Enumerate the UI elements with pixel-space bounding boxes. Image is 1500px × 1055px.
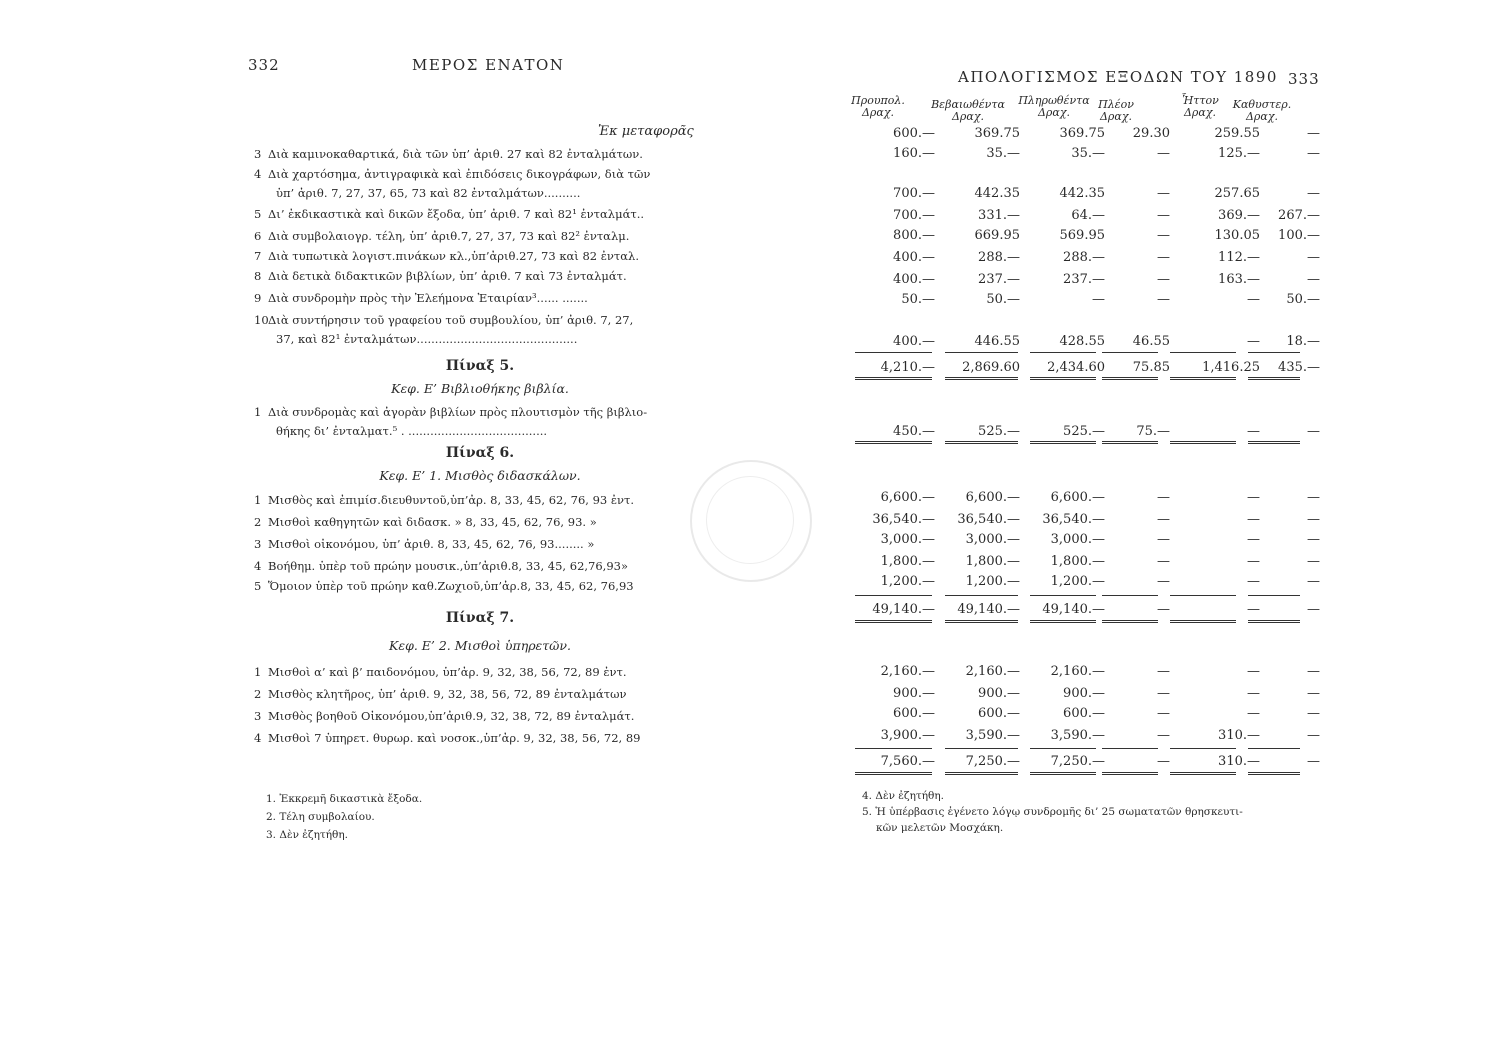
table-cell: —: [1157, 272, 1170, 287]
item-number: 1: [254, 665, 262, 679]
line-item: [254, 578, 699, 594]
table-cell: 1,200.—: [880, 574, 935, 589]
table-cell: 369.—: [1218, 208, 1260, 223]
table-cell: 600.—: [893, 126, 935, 141]
total-double-rule: [945, 772, 1018, 778]
table7-chapter: Κεφ. Ε’ 2. Μισθοὶ ὑπηρετῶν.: [389, 638, 571, 653]
table-cell: —: [1307, 250, 1320, 265]
table-cell: 259.55: [1214, 126, 1260, 141]
total-double-rule: [1102, 377, 1158, 383]
item-text: Μισθοὶ α’ καὶ β’ παιδονόμου, ὑπ’ἀρ. 9, 32, 38, 56, 72, 89 ἐντ.: [268, 665, 627, 679]
table5-title: Πίναξ 5.: [445, 358, 515, 374]
table-cell: 49,140.—: [872, 602, 935, 617]
table-cell: 112.—: [1218, 250, 1260, 265]
table-cell: —: [1157, 186, 1170, 201]
subtotal-rule: [1030, 748, 1096, 749]
table-cell: 50.—: [986, 292, 1020, 307]
item-text: Μισθὸς βοηθοῦ Οἰκονόμου,ὑπ’ἀριθ.9, 32, 38, 72, 89 ἐνταλμάτ.: [268, 709, 635, 723]
subtotal-rule: [1030, 352, 1096, 353]
line-item: [254, 730, 699, 746]
footnote: 5. Ἡ ὑπέρβασις ἐγένετο λόγῳ συνδρομῆς δι’ 25 σωματατῶν θρησκευτι-: [862, 806, 1243, 818]
column-header: [1076, 99, 1156, 123]
table-cell: 46.55: [1132, 334, 1170, 349]
table-cell: 446.55: [974, 334, 1020, 349]
total-double-rule: [945, 377, 1018, 383]
line-item: [254, 228, 699, 244]
table-cell: —: [1307, 532, 1320, 547]
table-cell: 2,160.—: [880, 664, 935, 679]
item-number: 4: [254, 731, 262, 745]
table-cell: 442.35: [1059, 186, 1105, 201]
table-cell: —: [1307, 186, 1320, 201]
column-unit: Δραχ.: [1099, 110, 1132, 123]
table-cell: 1,200.—: [965, 574, 1020, 589]
item-number: 3: [254, 147, 262, 161]
table-cell: 3,590.—: [965, 728, 1020, 743]
column-title: Καθυστερ.: [1232, 98, 1292, 111]
total-double-rule: [1248, 377, 1300, 383]
table-cell: 1,800.—: [880, 554, 935, 569]
table5-chapter: Κεφ. Ε’ Βιβλιοθήκης βιβλία.: [391, 381, 569, 396]
table-cell: —: [1307, 126, 1320, 141]
table-cell: 49,140.—: [957, 602, 1020, 617]
item-text: Μισθοὶ καθηγητῶν καὶ διδασκ. » 8, 33, 45, 62, 76, 93. »: [268, 515, 597, 529]
column-header: [928, 99, 1008, 123]
line-item: [254, 514, 699, 530]
table-cell: —: [1247, 554, 1260, 569]
item-text: Μισθὸς καὶ ἐπιμίσ.διευθυντοῦ,ὑπ’ἀρ. 8, 33, 45, 62, 76, 93 ἐντ.: [268, 493, 635, 507]
item-number: 4: [254, 559, 262, 573]
item-number: 4: [254, 167, 262, 181]
table-cell: 700.—: [893, 208, 935, 223]
column-title: Προυπολ.: [851, 94, 905, 107]
line-item: [254, 492, 699, 508]
footnote: 1. Ἐκκρεμῆ δικαστικὰ ἔξοδα.: [266, 793, 423, 805]
subtotal-rule: [1170, 595, 1236, 596]
table-cell: —: [1247, 424, 1260, 439]
item-number: 3: [254, 709, 262, 723]
table-cell: —: [1157, 686, 1170, 701]
subtotal-rule: [1170, 352, 1236, 353]
page-number-right: 333: [1288, 70, 1320, 88]
item-text: θήκης δι’ ἐνταλματ.⁵ . ......................................: [276, 424, 548, 438]
table-cell: 100.—: [1278, 228, 1320, 243]
table-cell: 1,416.25: [1202, 360, 1260, 375]
total-double-rule: [945, 620, 1018, 626]
item-number: 6: [254, 229, 262, 243]
table-cell: —: [1307, 146, 1320, 161]
line-item: [276, 186, 580, 200]
table-cell: 267.—: [1278, 208, 1320, 223]
item-text: ὑπ’ ἀριθ. 7, 27, 37, 65, 73 καὶ 82 ἐνταλμάτων..........: [276, 186, 581, 200]
table-cell: 600.—: [893, 706, 935, 721]
item-text: Διὰ συντήρησιν τοῦ γραφείου τοῦ συμβουλίου, ὑπ’ ἀριθ. 7, 27,: [268, 313, 634, 327]
column-title: Βεβαιωθέντα: [931, 98, 1005, 111]
line-item: [254, 146, 699, 162]
footnote: κῶν μελετῶν Μοσχάκη.: [876, 822, 1004, 834]
footnote: 2. Τέλη συμβολαίου.: [266, 811, 375, 823]
table-cell: 400.—: [893, 250, 935, 265]
subtotal-rule: [1170, 748, 1236, 749]
total-double-rule: [855, 772, 932, 778]
table-cell: 7,250.—: [1050, 754, 1105, 769]
total-double-rule: [1248, 441, 1300, 447]
item-text: 37, καὶ 82¹ ἐνταλμάτων............................................: [276, 332, 578, 346]
column-unit: Δραχ.: [1183, 106, 1216, 119]
table-cell: 900.—: [1063, 686, 1105, 701]
table-cell: —: [1247, 706, 1260, 721]
table-cell: 900.—: [978, 686, 1020, 701]
column-unit: Δραχ.: [861, 106, 894, 119]
table-cell: 288.—: [978, 250, 1020, 265]
carry-forward: Ἐκ μεταφορᾶς: [598, 124, 694, 139]
table-cell: 525.—: [978, 424, 1020, 439]
table-cell: 7,250.—: [965, 754, 1020, 769]
table-cell: —: [1092, 292, 1105, 307]
column-unit: Δραχ.: [1245, 110, 1278, 123]
table-cell: 288.—: [1063, 250, 1105, 265]
table-cell: —: [1157, 706, 1170, 721]
line-item: [254, 290, 699, 306]
total-double-rule: [1102, 772, 1158, 778]
total-double-rule: [855, 441, 932, 447]
running-head-right: ΑΠΟΛΟΓΙΣΜΟΣ ΕΞΟΔΩΝ ΤΟΥ 1890: [958, 68, 1278, 86]
subtotal-rule: [1102, 595, 1158, 596]
line-item: [254, 166, 699, 182]
total-double-rule: [1170, 772, 1236, 778]
table-cell: 310.—: [1218, 754, 1260, 769]
item-number: 2: [254, 687, 262, 701]
footnote: 4. Δὲν ἐζητήθη.: [862, 790, 944, 802]
table6-chapter: Κεφ. Ε’ 1. Μισθὸς διδασκάλων.: [379, 468, 581, 483]
table-cell: —: [1157, 292, 1170, 307]
table-cell: —: [1157, 664, 1170, 679]
table-cell: 310.—: [1218, 728, 1260, 743]
table-cell: —: [1157, 208, 1170, 223]
item-text: Διὰ συμβολαιογρ. τέλη, ὑπ’ ἀριθ.7, 27, 37, 73 καὶ 82² ἐνταλμ.: [268, 229, 630, 243]
table-cell: 442.35: [974, 186, 1020, 201]
table-cell: —: [1307, 424, 1320, 439]
item-number: 1: [254, 405, 262, 419]
table-cell: —: [1307, 272, 1320, 287]
total-double-rule: [1030, 772, 1096, 778]
table-cell: —: [1307, 664, 1320, 679]
table-cell: —: [1157, 250, 1170, 265]
line-item: [254, 312, 699, 328]
table-cell: 3,900.—: [880, 728, 935, 743]
table-cell: 369.75: [1059, 126, 1105, 141]
table7-title: Πίναξ 7.: [445, 610, 515, 626]
table-cell: 3,000.—: [880, 532, 935, 547]
table-cell: 435.—: [1278, 360, 1320, 375]
table-cell: —: [1247, 512, 1260, 527]
column-header: [838, 95, 918, 119]
table-cell: —: [1157, 554, 1170, 569]
table-cell: 75.85: [1132, 360, 1170, 375]
table-cell: —: [1307, 554, 1320, 569]
table-cell: —: [1307, 686, 1320, 701]
subtotal-rule: [1102, 352, 1158, 353]
column-unit: Δραχ.: [951, 110, 984, 123]
item-number: 7: [254, 249, 262, 263]
table-cell: 800.—: [893, 228, 935, 243]
table-cell: —: [1307, 490, 1320, 505]
table-cell: 669.95: [974, 228, 1020, 243]
item-number: 5: [254, 579, 262, 593]
item-text: Μισθοὶ 7 ὑπηρετ. θυρωρ. καὶ νοσοκ.,ὑπ’ἀρ. 9, 32, 38, 56, 72, 89: [268, 731, 641, 745]
subtotal-rule: [855, 595, 932, 596]
line-item: [254, 404, 699, 420]
table-cell: —: [1247, 532, 1260, 547]
table-cell: —: [1307, 706, 1320, 721]
subtotal-rule: [1102, 748, 1158, 749]
item-number: 2: [254, 515, 262, 529]
table-cell: 900.—: [893, 686, 935, 701]
table-cell: —: [1247, 574, 1260, 589]
table-cell: 237.—: [978, 272, 1020, 287]
table-cell: 369.75: [974, 126, 1020, 141]
table-cell: 700.—: [893, 186, 935, 201]
table-cell: 2,160.—: [965, 664, 1020, 679]
table-cell: 3,000.—: [965, 532, 1020, 547]
total-double-rule: [1170, 377, 1236, 383]
item-number: 8: [254, 269, 262, 283]
table-cell: 49,140.—: [1042, 602, 1105, 617]
subtotal-rule: [1248, 352, 1300, 353]
table-cell: 4,210.—: [880, 360, 935, 375]
table-cell: 1,800.—: [965, 554, 1020, 569]
table-cell: 3,590.—: [1050, 728, 1105, 743]
table-cell: 569.95: [1059, 228, 1105, 243]
line-item: [254, 248, 699, 264]
table-cell: 257.65: [1214, 186, 1260, 201]
line-item: [254, 268, 699, 284]
table-cell: 450.—: [893, 424, 935, 439]
item-text: Ὅμοιον ὑπὲρ τοῦ πρώην καθ.Ζωχιοῦ,ὑπ’ἀρ.8, 33, 45, 62, 76,93: [268, 579, 634, 593]
table-cell: 29.30: [1132, 126, 1170, 141]
table-cell: 2,869.60: [962, 360, 1020, 375]
table-cell: 36,540.—: [872, 512, 935, 527]
table-cell: —: [1247, 334, 1260, 349]
column-header: [1222, 99, 1302, 123]
line-item: [254, 686, 699, 702]
total-double-rule: [1248, 772, 1300, 778]
table-cell: —: [1307, 512, 1320, 527]
subtotal-rule: [1248, 748, 1300, 749]
line-item: [254, 708, 699, 724]
item-text: Διὰ τυπωτικὰ λογιστ.πινάκων κλ.,ὑπ’ἀριθ.27, 73 καὶ 82 ἐνταλ.: [268, 249, 639, 263]
table-cell: 400.—: [893, 334, 935, 349]
subtotal-rule: [855, 352, 932, 353]
table-cell: —: [1307, 574, 1320, 589]
table-cell: —: [1307, 754, 1320, 769]
running-head-left: ΜΕΡΟΣ ΕΝΑΤΟΝ: [412, 56, 565, 74]
table-cell: —: [1157, 574, 1170, 589]
column-title: Ἧττον: [1181, 94, 1219, 107]
table-cell: 75.—: [1136, 424, 1170, 439]
total-double-rule: [1030, 377, 1096, 383]
table-cell: —: [1157, 602, 1170, 617]
table-cell: 428.55: [1059, 334, 1105, 349]
item-text: Διὰ καμινοκαθαρτικά, διὰ τῶν ὑπ’ ἀριθ. 27 καὶ 82 ἐνταλμάτων.: [268, 147, 643, 161]
table-cell: —: [1247, 686, 1260, 701]
table-cell: —: [1157, 146, 1170, 161]
page-number-left: 332: [248, 56, 280, 74]
table-cell: 35.—: [1071, 146, 1105, 161]
table-cell: 6,600.—: [965, 490, 1020, 505]
table-cell: 237.—: [1063, 272, 1105, 287]
table-cell: —: [1247, 664, 1260, 679]
item-text: Διὰ συνδρομὴν πρὸς τὴν Ἐλεήμονα Ἑταιρίαν³...... .......: [268, 291, 588, 305]
table6-title: Πίναξ 6.: [445, 445, 515, 461]
table-cell: 36,540.—: [1042, 512, 1105, 527]
item-text: Διὰ δετικὰ διδακτικῶν βιβλίων, ὑπ’ ἀριθ. 7 καὶ 73 ἐνταλμάτ.: [268, 269, 627, 283]
table-cell: 600.—: [978, 706, 1020, 721]
total-double-rule: [855, 377, 932, 383]
table-cell: 525.—: [1063, 424, 1105, 439]
subtotal-rule: [945, 748, 1018, 749]
footnote: 3. Δὲν ἐζητήθη.: [266, 829, 348, 841]
line-item: [276, 424, 547, 438]
table-cell: —: [1247, 292, 1260, 307]
total-double-rule: [1102, 620, 1158, 626]
subtotal-rule: [945, 352, 1018, 353]
table-cell: 1,800.—: [1050, 554, 1105, 569]
column-title: Πληρωθέντα: [1018, 94, 1090, 107]
column-unit: Δραχ.: [1037, 106, 1070, 119]
table-cell: 50.—: [1286, 292, 1320, 307]
item-text: Δι’ ἐκδικαστικὰ καὶ δικῶν ἔξοδα, ὑπ’ ἀριθ. 7 καὶ 82¹ ἐνταλμάτ..: [268, 207, 645, 221]
table-cell: —: [1157, 512, 1170, 527]
table-cell: 400.—: [893, 272, 935, 287]
item-text: Βοήθημ. ὑπὲρ τοῦ πρώην μουσικ.,ὑπ’ἀριθ.8, 33, 45, 62,76,93»: [268, 559, 628, 573]
table-cell: —: [1247, 490, 1260, 505]
table-cell: 163.—: [1218, 272, 1260, 287]
table-cell: 35.—: [986, 146, 1020, 161]
line-item: [254, 206, 699, 222]
item-number: 9: [254, 291, 262, 305]
line-item: [254, 536, 699, 552]
item-text: Διὰ χαρτόσημα, ἀντιγραφικὰ καὶ ἐπιδόσεις δικογράφων, διὰ τῶν: [268, 167, 651, 181]
table-cell: —: [1307, 602, 1320, 617]
table-cell: —: [1157, 728, 1170, 743]
table-cell: —: [1157, 228, 1170, 243]
table-cell: 2,434.60: [1047, 360, 1105, 375]
table-cell: —: [1247, 602, 1260, 617]
table-cell: 7,560.—: [880, 754, 935, 769]
table-cell: 331.—: [978, 208, 1020, 223]
table-cell: 160.—: [893, 146, 935, 161]
line-item: [254, 664, 699, 680]
item-number: 5: [254, 207, 262, 221]
item-text: Διὰ συνδρομὰς καὶ ἀγορὰν βιβλίων πρὸς πλουτισμὸν τῆς βιβλιο-: [268, 405, 648, 419]
total-double-rule: [1102, 441, 1158, 447]
item-number: 1: [254, 493, 262, 507]
library-stamp: [690, 460, 812, 582]
total-double-rule: [1248, 620, 1300, 626]
total-double-rule: [945, 441, 1018, 447]
item-text: Μισθοὶ οἰκονόμου, ὑπ’ ἀριθ. 8, 33, 45, 62, 76, 93........ »: [268, 537, 595, 551]
item-number: 3: [254, 537, 262, 551]
table-cell: 50.—: [901, 292, 935, 307]
total-double-rule: [855, 620, 932, 626]
table-cell: 36,540.—: [957, 512, 1020, 527]
column-title: Πλέον: [1098, 98, 1134, 111]
line-item: [276, 332, 577, 346]
table-cell: —: [1307, 728, 1320, 743]
subtotal-rule: [945, 595, 1018, 596]
table-cell: 6,600.—: [880, 490, 935, 505]
table-cell: 3,000.—: [1050, 532, 1105, 547]
subtotal-rule: [1248, 595, 1300, 596]
total-double-rule: [1030, 620, 1096, 626]
table-cell: 64.—: [1071, 208, 1105, 223]
total-double-rule: [1170, 441, 1236, 447]
table-cell: —: [1157, 532, 1170, 547]
table-cell: 125.—: [1218, 146, 1260, 161]
table-cell: 1,200.—: [1050, 574, 1105, 589]
item-number: 10: [254, 313, 269, 327]
table-cell: 6,600.—: [1050, 490, 1105, 505]
table-cell: —: [1157, 490, 1170, 505]
subtotal-rule: [855, 748, 932, 749]
table-cell: 18.—: [1286, 334, 1320, 349]
total-double-rule: [1030, 441, 1096, 447]
item-text: Μισθὸς κλητῆρος, ὑπ’ ἀριθ. 9, 32, 38, 56, 72, 89 ἐνταλμάτων: [268, 687, 627, 701]
table-cell: —: [1157, 754, 1170, 769]
table-cell: 130.05: [1214, 228, 1260, 243]
line-item: [254, 558, 699, 574]
table-cell: 600.—: [1063, 706, 1105, 721]
subtotal-rule: [1030, 595, 1096, 596]
total-double-rule: [1170, 620, 1236, 626]
table-cell: 2,160.—: [1050, 664, 1105, 679]
